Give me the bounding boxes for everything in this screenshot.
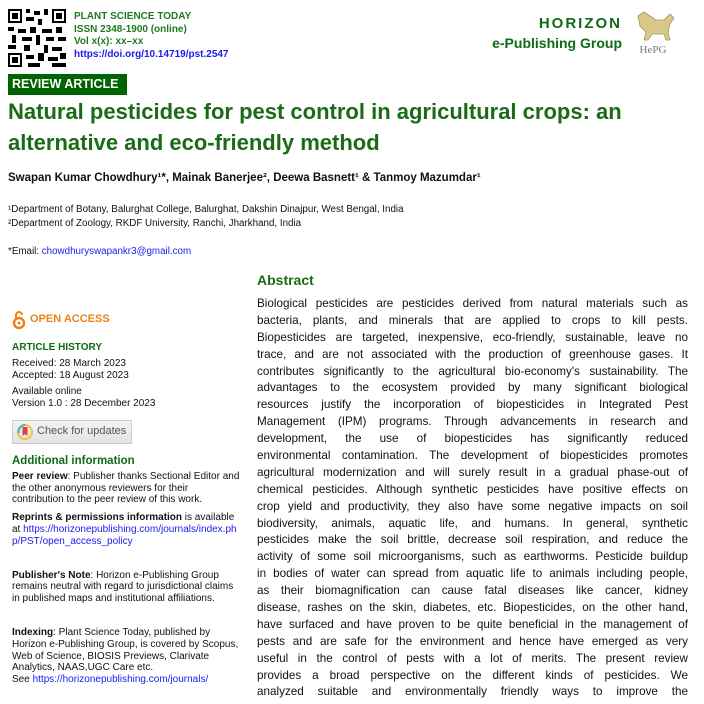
- open-access: [12, 310, 240, 330]
- sidebar: [12, 310, 240, 686]
- journal-name: PLANT SCIENCE TODAY: [74, 11, 192, 22]
- abstract-line: resources justify the incorporation of biopesticides in Integrated Pest: [257, 398, 688, 412]
- svg-text:HePG: HePG: [639, 44, 667, 56]
- accepted-date: Accepted: 18 August 2023: [12, 369, 129, 381]
- title-line: alternative and eco-friendly method: [8, 130, 380, 155]
- reprints: [12, 512, 240, 547]
- peer-review: [12, 471, 240, 506]
- abstract-line: development, the use of biopesticides has significantly reduced: [257, 432, 688, 446]
- publisher-name: [470, 14, 622, 52]
- abstract-line: agricultural modernization and will surely result in a gradual phase-out of: [257, 465, 688, 479]
- abstract-line: activity of some soil microorganisms, such as earthworms. Pesticide buildup: [257, 550, 688, 564]
- indexing-label: Indexing: [12, 626, 54, 638]
- abstract-line: provides a broad perspective on the different kinds of pesticides. We: [257, 668, 688, 682]
- open-access-lock-icon: [12, 310, 26, 330]
- article-history-heading: ARTICLE HISTORY: [12, 342, 103, 353]
- available-online: Available online: [12, 386, 82, 398]
- publisher-note-label: Publisher's Note: [12, 569, 91, 581]
- abstract-line: have surfaced and have proven to be quite beneficial in the management of: [257, 617, 688, 631]
- abstract-line: chemical pesticides. Although synthetic pesticides have positive effects on: [257, 482, 688, 496]
- abstract-line: Biological pesticides are pesticides derived from natural materials such as: [257, 297, 688, 310]
- affiliation: ²Department of Zoology, RKDF University, Ranchi, Jharkhand, India: [8, 217, 302, 229]
- publisher-line1: HORIZON: [538, 15, 622, 32]
- indexing-link[interactable]: https://horizonepublishing.com/journals/: [32, 674, 209, 686]
- reprints-text: is available at: [12, 512, 235, 535]
- abstract-line: pesticides make the soil brittle, decrease soil respiration, and reduce the: [257, 533, 688, 547]
- abstract-line: environmental contamination. The development of biopesticides promotes: [257, 449, 688, 463]
- open-access-label: OPEN ACCESS: [30, 313, 110, 326]
- indexing-text: : Plant Science Today, published by Horizon e-Publishing Group, is covered by Scopus, Web of Science, BIOSIS Previews, Clarivate Analytics, NAAS,UGC Care etc.: [12, 626, 239, 674]
- hepg-lion-logo-icon: [630, 10, 676, 56]
- reprints-link[interactable]: https://horizonepublishing.com/journals/index.php/PST/open_access_policy: [12, 523, 237, 547]
- journal-info: [74, 11, 229, 61]
- check-for-updates-button[interactable]: [12, 420, 132, 444]
- journal-volume: Vol x(x): xx–xx: [74, 36, 144, 47]
- article-type-badge: REVIEW ARTICLE: [8, 74, 127, 95]
- abstract-line: advantages to the ecosystem provided by many significant biological: [257, 381, 688, 395]
- publisher-note: [12, 570, 240, 605]
- affiliation: ¹Department of Botany, Balurghat College, Balurghat, Dakshin Dinajpur, West Bengal, India: [8, 204, 404, 215]
- abstract-line: as their biomagnification can cause fatal diseases like cancer, kidney: [257, 584, 688, 598]
- abstract-line: crop yield and productivity, they also have some negative impacts on soil: [257, 499, 688, 513]
- abstract-heading: Abstract: [257, 272, 314, 288]
- publisher-line2: e-Publishing Group: [492, 35, 622, 51]
- email-link[interactable]: chowdhuryswapankr3@gmail.com: [41, 246, 192, 257]
- additional-info-heading: Additional information: [12, 454, 135, 467]
- abstract-line: pests and are safe for the environment and hence have emerged as very: [257, 634, 688, 648]
- abstract-line: in bodies of water can spread from aquatic life to animals including people,: [257, 567, 688, 581]
- abstract-line: disease, rashes on the skin, diabetes, etc. Biopesticides, on the other hand,: [257, 601, 688, 615]
- abstract-line: analyzed suitable and environmentally friendly ways to improve the: [257, 685, 688, 699]
- doi-link[interactable]: https://doi.org/10.14719/pst.2547: [74, 48, 229, 60]
- indexing: [12, 627, 240, 686]
- abstract-line: trace, and are not associated with the production of greenhouse gases. It: [257, 347, 688, 361]
- received-date: Received: 28 March 2023: [12, 357, 126, 369]
- journal-issn: ISSN 2348-1900 (online): [74, 23, 187, 35]
- title-line: Natural pesticides for pest control in agricultural crops: an: [8, 99, 622, 124]
- peer-review-label: Peer review: [12, 470, 68, 482]
- abstract-line: bacteria, plants, and minerals that are applied to crops to kill pests.: [257, 313, 688, 327]
- email-label: *Email:: [8, 246, 42, 257]
- article-title: [8, 96, 688, 158]
- check-updates-label: Check for updates: [37, 425, 127, 438]
- see-label: See: [12, 674, 33, 686]
- publisher-note-text: : Horizon e-Publishing Group remains neutral with regard to jurisdictional claims in published maps and institutional affiliations.: [12, 569, 234, 605]
- abstract-line: useful in the control of pests with a lot of merits. The present review: [257, 651, 688, 665]
- crossmark-icon: [17, 424, 33, 440]
- abstract-body: [257, 296, 688, 701]
- abstract-line: contributes significantly to the agricultural bio-economy's sustainability. The: [257, 364, 688, 378]
- abstract-line: Biopesticides are targeted, inexpensive, eco-friendly, sustainable, leave no: [257, 330, 688, 344]
- email: [8, 246, 191, 257]
- affiliations: [8, 203, 404, 230]
- version-date: Version 1.0 : 28 December 2023: [12, 398, 156, 410]
- qr-code-icon: [8, 8, 66, 68]
- peer-review-text: : Publisher thanks Sectional Editor and the other anonymous reviewers for their contribution to the peer review of this work.: [12, 470, 240, 506]
- authors: Swapan Kumar Chowdhury¹*, Mainak Banerjee², Deewa Basnett¹ & Tanmoy Mazumdar¹: [8, 172, 481, 184]
- reprints-label: Reprints & permissions information: [12, 512, 183, 524]
- abstract-line: biodiversity, animals, aquatic life, and humans. In general, synthetic: [257, 516, 688, 530]
- abstract-line: Management (IPM) programs. Through advancements in research and: [257, 415, 688, 429]
